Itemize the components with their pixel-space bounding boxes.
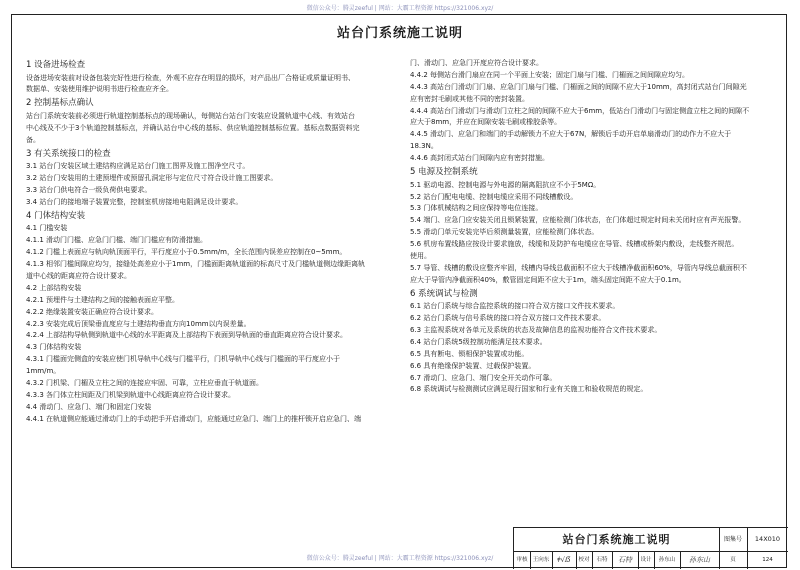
- text-line: 6.6 具有绝缘保护装置、过载保护装置。: [410, 361, 536, 370]
- text-line: 6.5 具有断电、锁相保护装置或功能。: [410, 349, 529, 358]
- text-line: 4.4.2 每侧站台滑门扇应在同一个平面上安装；固定门扇与门槛、门楣面之间间隙应均匀。: [410, 70, 690, 79]
- text-line: 站台门系统安装前必须进行轨道控制基标点的现场确认，每侧站台站台门安装应设置轨道中心线、有效站台: [26, 111, 355, 120]
- text-line: 4.2.3 安装完成后顶梁垂直度应与土建结构垂直方向10mm以内误差量。: [26, 319, 251, 328]
- text-line: 门、滑动门、应急门开度应符合设计要求。: [410, 59, 543, 67]
- watermark-bottom: 微信公众号：腾灵zeeful | 网站：大霸工程资源 https://321006.xyz/: [306, 555, 494, 562]
- text-line: 4.3.2 门机梁、门楣及立柱之间的连接应牢固、可靠，立柱应垂直于轨道面。: [26, 378, 264, 387]
- text-line: 18.3N。: [410, 142, 438, 151]
- text-line: 4.1.3 相邻门槛间隙应均匀，接缝处高差应小于1mm，门槛面距离轨道面的标高尺寸及门槛轨道侧边缘距离轨: [26, 260, 366, 269]
- text-line: 5.6 机房布置线路应按设计要求施放，线缆和及防护布电缆应在导管、线槽或桥架内敷设，走线整齐规范。: [410, 240, 739, 249]
- design-signature: 孙东山: [680, 551, 720, 569]
- text-line: 3.3 站台门供电符合一级负荷供电要求。: [26, 186, 152, 195]
- text-line: 4.1.2 门槛上表面应与轨向轨顶面平行，平行度应小于0.5mm/m，全长范围内误差应控制在0~5mm。: [26, 248, 347, 257]
- text-line: 应大于8mm，并应在间隙安装毛刷或橡胶条等。: [410, 118, 562, 127]
- text-line: 5.3 门体机械结构之间应保持等电位连接。: [410, 204, 543, 213]
- text-line: 数据单、安装使用维护说明书进行检查应齐全。: [26, 85, 173, 94]
- design-label: 设计: [638, 551, 655, 569]
- section-heading: 4 门体结构安装: [26, 210, 86, 221]
- text-line: 6.3 主监视系统对各单元及系统的状态及故障信息的监视功能符合文件技术要求。: [410, 326, 662, 334]
- check-label: 校对: [576, 551, 593, 569]
- text-line: 应大于导管内净截面积40%，敷管固定间距不应大于1m，端头固定间距不应大于0.1m。: [410, 275, 686, 284]
- text-line: 3.2 站台门安装用的土建预埋件或预留孔洞定形与定位尺寸符合设计施工图要求。: [26, 174, 278, 183]
- page-label: 页: [719, 551, 748, 569]
- atlas-number-label: 图集号: [719, 528, 748, 552]
- review-label: 审核: [514, 551, 531, 569]
- text-line: 6.1 站台门系统与综合监控系统的接口符合双方接口文件技术要求。: [410, 302, 620, 311]
- text-line: 4.3 门体结构安装: [26, 343, 82, 352]
- text-line: 1mm/m。: [26, 367, 61, 376]
- text-line: 4.4.4 高站台门滑动门与滑动门立柱之间的间隙不应大于6mm，低站台门滑动门与固定侧盒立柱之间的间隙不: [410, 106, 750, 115]
- text-line: 6.2 站台门系统与信号系统的接口符合双方接口文件技术要求。: [410, 314, 606, 323]
- text-line: 道中心线的距离应符合设计要求。: [26, 271, 131, 280]
- text-line: 5.4 端门、应急门应安装关闭且锁紧装置，应能检测门体状态，在门体超过规定时间未关闭时应有声光报警。: [410, 216, 746, 225]
- text-line: 3.1 站台门安装区域土建结构应满足站台门施工图界及施工图净空尺寸。: [26, 162, 250, 171]
- title-block-title: 站台门系统施工说明: [514, 528, 720, 552]
- text-line: 4.3.3 各门体立柱间距及门机梁到轨道中心线距离应符合设计要求。: [26, 390, 236, 399]
- text-line: 4.2.2 绝缘装置安装正确应符合设计要求。: [26, 307, 159, 316]
- section-heading: 5 电源及控制系统: [410, 167, 478, 178]
- review-signature: ǂ√ẞ: [552, 551, 577, 569]
- text-line: 设备进场安装前对设备包装完好性进行检查，外观不应存在明显的损坏，对产品出厂合格证或质量证明书、: [26, 73, 355, 82]
- text-line: 5.1 驱动电源、控制电源与外电源的隔离阻抗应不小于5MΩ。: [410, 180, 601, 189]
- section-heading: 1 设备进场检查: [26, 60, 86, 70]
- text-line: 4.4.3 高站台门滑动门门扇、应急门门扇与门槛、门楣面之间的间隙不应大于10mm，高封闭式站台门间隙光: [410, 82, 747, 91]
- text-line: 4.2.4 上部结构导轨侧到轨道中心线的水平距离及上部结构下表面到导轨面的垂直距离应符合设计要求。: [26, 331, 348, 340]
- atlas-number-value: 14X010: [747, 528, 788, 552]
- text-line: 4.1 门槛安装: [26, 224, 68, 233]
- review-name: 王向东: [530, 551, 553, 569]
- text-line: 4.2 上部结构安装: [26, 283, 82, 292]
- text-line: 应有密封毛刷或其他不同的密封装置。: [410, 94, 529, 103]
- section-heading: 2 控制基标点确认: [26, 98, 94, 109]
- right-column: [410, 58, 780, 396]
- text-line: 中心线及不少于3个轨道控制基标点，并确认站台中心线的基标、供应轨道控制基标位置。基标点数据资料完: [26, 123, 360, 132]
- text-line: 4.4.5 滑动门、应急门和端门的手动解锁力不应大于67N，解锁后手动开启单扇滑动门的动作力不应大于: [410, 130, 732, 139]
- text-line: 4.4 滑动门、应急门、端门和固定门安装: [26, 402, 152, 411]
- text-line: 备。: [26, 135, 40, 144]
- watermark-top: 微信公众号：腾灵zeeful | 网站：大霸工程资源 https://321006.xyz/: [306, 5, 494, 12]
- page-number: 124: [762, 557, 773, 563]
- check-signature: 石特: [612, 551, 639, 569]
- text-line: 4.4.6 高封闭式站台门间隙内应有密封措施。: [410, 154, 550, 163]
- text-line: 6.8 系统调试与检测测试应满足现行国家和行业有关施工和验收规范的规定。: [410, 385, 648, 394]
- text-line: 6.4 站台门系统5级控制功能满足技术要求。: [410, 337, 547, 346]
- text-line: 4.3.1 门槛面完侧盒的安装应使门机导轨中心线与门槛平行，门机导轨中心线与门槛面的平行度应小于: [26, 355, 341, 364]
- design-name: 孙东山: [654, 551, 681, 569]
- text-line: 6.7 滑动门、应急门、端门安全开关动作可靠。: [410, 373, 557, 382]
- text-line: 5.7 导管、线槽的敷设应整齐牢固，线槽内导线总截面积不应大于线槽净截面积60%，导管内导线总截面积不: [410, 263, 747, 272]
- text-line: 4.4.1 在轨道侧应能通过滑动门上的手动把手开启滑动门，应能通过应急门、端门上的推杆锁开启应急门、端: [26, 414, 362, 423]
- text-line: 4.2.1 预埋件与土建结构之间的接触表面应平整。: [26, 295, 180, 304]
- text-line: 5.2 站台门配电电缆、控制电缆应采用不同线槽敷设。: [410, 192, 578, 201]
- check-name: 石特: [592, 551, 613, 569]
- text-line: 5.5 滑动门单元安装完毕后须测量装置，应能检测门体状态。: [410, 228, 599, 237]
- title-block: [513, 527, 788, 569]
- left-column: [26, 58, 396, 426]
- text-line: 3.4 站台门的接地端子装置完整，控制室机房接地电阻满足设计要求。: [26, 197, 243, 206]
- text-line: 使用。: [410, 251, 431, 260]
- section-heading: 6 系统调试与检测: [410, 288, 478, 299]
- section-heading: 3 有关系统接口的检查: [26, 148, 111, 159]
- page-title: 站台门系统施工说明: [336, 26, 463, 41]
- text-line: 4.1.1 滑动门门槛、应急门门槛、端门门槛应有防滑措施。: [26, 236, 208, 245]
